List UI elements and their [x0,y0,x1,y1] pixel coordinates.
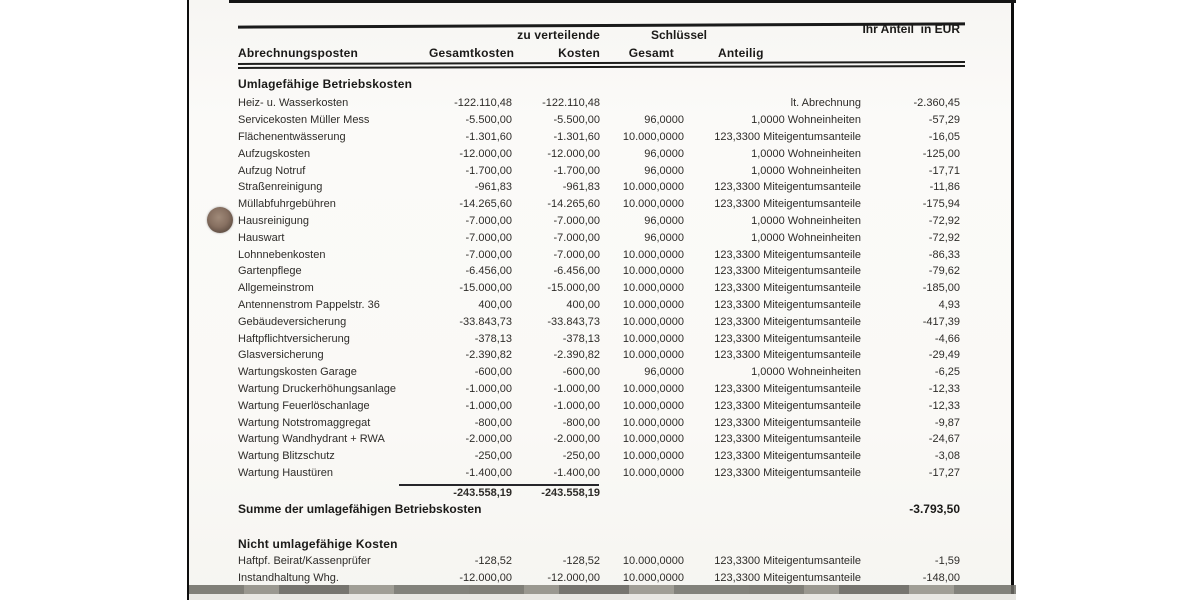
row-gesamtkosten: -1.301,60 [465,130,512,143]
table-row [238,229,965,246]
row-kosten: -6.456,00 [553,265,600,278]
row-anteil-eur: -9,87 [934,416,960,429]
row-schluessel-gesamt: 10.000,0000 [622,433,684,446]
row-label: Instandhaltung Whg. [238,572,339,585]
scan-edge-artifact [229,0,1016,3]
row-label: Aufzugskosten [238,147,311,160]
row-schluessel-anteilig: lt. Abrechnung [790,97,861,110]
subtotal-row [238,487,965,499]
row-schluessel-gesamt: 10.000,0000 [622,181,684,194]
row-anteil-eur: -11,86 [929,181,960,194]
row-label: Wartung Haustüren [238,466,333,479]
row-kosten: -122.110,48 [542,97,600,110]
row-schluessel-anteilig: 123,3300 Miteigentumsanteile [714,130,861,143]
row-schluessel-anteilig: 123,3300 Miteigentumsanteile [714,450,861,463]
row-schluessel-anteilig: 123,3300 Miteigentumsanteile [714,265,861,278]
table-row [238,364,965,381]
row-kosten: -12.000,00 [547,147,600,160]
row-gesamtkosten: -378,13 [474,332,512,345]
table-row [238,397,965,414]
row-kosten: -12.000,00 [547,572,600,585]
section-title-nicht-umlagefaehig: Nicht umlagefähige Kosten [238,537,398,551]
scan-bottom-margin [189,594,1016,600]
row-gesamtkosten: 400,00 [478,298,512,311]
table-row [238,414,965,431]
row-gesamtkosten: -7.000,00 [465,248,512,261]
row-label: Wartung Blitzschutz [238,450,335,463]
header-gesamtkosten: Gesamtkosten [429,46,515,60]
row-schluessel-anteilig: 123,3300 Miteigentumsanteile [714,298,861,311]
row-schluessel-anteilig: 123,3300 Miteigentumsanteile [714,181,861,194]
table-row [238,280,965,297]
summe-row [238,502,960,516]
row-anteil-eur: -417,39 [922,315,960,328]
row-label: Wartung Feuerlöschanlage [238,399,370,412]
row-gesamtkosten: -1.000,00 [465,399,512,412]
row-anteil-eur: -4,66 [934,332,960,345]
row-gesamtkosten: -7.000,00 [465,214,512,227]
row-kosten: -15.000,00 [547,282,600,295]
table-row [238,431,965,448]
scanner-shadow-strip [189,585,1016,594]
row-schluessel-gesamt: 10.000,0000 [622,315,684,328]
row-schluessel-anteilig: 123,3300 Miteigentumsanteile [714,349,861,362]
row-kosten: -961,83 [562,181,600,194]
row-schluessel-gesamt: 96,0000 [644,214,684,227]
row-anteil-eur: -175,94 [922,198,960,211]
table-row [238,448,965,465]
table-row [238,145,965,162]
row-gesamtkosten: -12.000,00 [459,572,512,585]
row-schluessel-anteilig: 123,3300 Miteigentumsanteile [714,332,861,345]
row-anteil-eur: -79,62 [928,265,960,278]
row-kosten: -800,00 [562,416,600,429]
row-schluessel-gesamt: 96,0000 [644,164,684,177]
table-row [238,263,965,280]
row-schluessel-gesamt: 10.000,0000 [622,198,684,211]
row-label: Gartenpflege [238,265,302,278]
row-gesamtkosten: -250,00 [474,450,512,463]
punch-hole [207,207,233,233]
row-kosten: -2.000,00 [553,433,600,446]
row-schluessel-gesamt: 10.000,0000 [622,382,684,395]
row-schluessel-anteilig: 1,0000 Wohneinheiten [751,164,861,177]
row-label: Servicekosten Müller Mess [238,114,370,127]
row-kosten: -1.000,00 [553,382,600,395]
summe-label: Summe der umlagefähigen Betriebskosten [238,502,482,516]
row-anteil-eur: 4,93 [938,298,960,311]
row-kosten: -600,00 [562,366,600,379]
row-gesamtkosten: -1.700,00 [465,164,512,177]
row-schluessel-gesamt: 10.000,0000 [622,416,684,429]
row-anteil-eur: -86,33 [928,248,960,261]
row-gesamtkosten: -15.000,00 [459,282,512,295]
row-schluessel-anteilig: 1,0000 Wohneinheiten [751,366,861,379]
row-schluessel-gesamt: 10.000,0000 [622,466,684,479]
table-row [238,313,965,330]
row-label: Antennenstrom Pappelstr. 36 [238,298,380,311]
row-kosten: -7.000,00 [553,248,600,261]
table-row [238,162,965,179]
row-gesamtkosten: -128,52 [474,555,512,568]
row-schluessel-anteilig: 1,0000 Wohneinheiten [751,147,861,160]
row-kosten: -2.390,82 [553,349,600,362]
row-anteil-eur: -57,29 [928,114,960,127]
row-anteil-eur: -12,33 [928,399,960,412]
row-gesamtkosten: -14.265,60 [459,198,512,211]
row-kosten: -250,00 [562,450,600,463]
table-row [238,213,965,230]
table-row [238,246,965,263]
table-row [238,129,965,146]
row-gesamtkosten: -800,00 [474,416,512,429]
row-schluessel-anteilig: 1,0000 Wohneinheiten [751,114,861,127]
table-row [238,297,965,314]
row-gesamtkosten: -2.390,82 [465,349,512,362]
row-kosten: -378,13 [562,332,600,345]
row-gesamtkosten: -600,00 [474,366,512,379]
row-schluessel-gesamt: 10.000,0000 [622,399,684,412]
row-kosten: -7.000,00 [553,214,600,227]
table-row [238,381,965,398]
row-gesamtkosten: -6.456,00 [465,265,512,278]
header-anteilig: Anteilig [718,46,764,60]
subtotal-gesamtkosten: -243.558,19 [453,487,512,499]
row-schluessel-gesamt: 10.000,0000 [622,349,684,362]
row-label: Wartungskosten Garage [238,366,357,379]
row-label: Aufzug Notruf [238,164,306,177]
row-kosten: -1.400,00 [553,466,600,479]
table-row [238,330,965,347]
table-row [238,465,965,482]
table-row [238,553,965,570]
row-schluessel-gesamt: 10.000,0000 [622,332,684,345]
row-label: Lohnnebenkosten [238,248,326,261]
row-label: Flächenentwässerung [238,130,346,143]
section-title-umlagefaehig: Umlagefähige Betriebskosten [238,77,413,91]
row-anteil-eur: -2.360,45 [913,97,960,110]
table-row [238,95,965,112]
header-abrechnungsposten: Abrechnungsposten [238,46,359,60]
row-kosten: -5.500,00 [553,114,600,127]
row-schluessel-anteilig: 123,3300 Miteigentumsanteile [714,555,861,568]
summe-value: -3.793,50 [909,502,960,516]
header-gesamt: Gesamt [628,46,674,60]
row-label: Heiz- u. Wasserkosten [238,97,349,110]
row-anteil-eur: -3,08 [934,450,960,463]
row-schluessel-gesamt: 96,0000 [644,147,684,160]
row-schluessel-gesamt: 10.000,0000 [622,555,684,568]
row-schluessel-gesamt: 96,0000 [644,366,684,379]
row-schluessel-gesamt: 10.000,0000 [622,248,684,261]
row-schluessel-gesamt: 96,0000 [644,231,684,244]
header-kosten: Kosten [558,46,600,60]
row-kosten: 400,00 [566,298,600,311]
row-label: Glasversicherung [238,349,324,362]
row-label: Wartung Wandhydrant + RWA [238,433,385,446]
subtotal-kosten: -243.558,19 [541,487,600,499]
row-schluessel-anteilig: 1,0000 Wohneinheiten [751,231,861,244]
row-schluessel-anteilig: 123,3300 Miteigentumsanteile [714,248,861,261]
row-gesamtkosten: -5.500,00 [465,114,512,127]
row-gesamtkosten: -1.400,00 [465,466,512,479]
row-schluessel-gesamt: 10.000,0000 [622,130,684,143]
row-anteil-eur: -16,05 [928,130,960,143]
row-kosten: -1.301,60 [553,130,600,143]
row-schluessel-gesamt: 10.000,0000 [622,450,684,463]
row-label: Hauswart [238,231,285,244]
row-kosten: -7.000,00 [553,231,600,244]
row-label: Wartung Druckerhöhungsanlage [238,382,396,395]
row-schluessel-anteilig: 123,3300 Miteigentumsanteile [714,198,861,211]
row-anteil-eur: -125,00 [922,147,960,160]
header-double-rule [238,61,965,69]
row-anteil-eur: -17,71 [928,164,960,177]
row-label: Haftpf. Beirat/Kassenprüfer [238,555,371,568]
header-ihr-anteil: Ihr Anteil in EUR [862,22,960,36]
row-label: Hausreinigung [238,214,309,227]
row-schluessel-anteilig: 123,3300 Miteigentumsanteile [714,282,861,295]
row-gesamtkosten: -961,83 [474,181,512,194]
row-schluessel-anteilig: 123,3300 Miteigentumsanteile [714,433,861,446]
row-anteil-eur: -148,00 [922,572,960,585]
row-schluessel-anteilig: 123,3300 Miteigentumsanteile [714,416,861,429]
header-schluessel: Schlüssel [650,28,708,42]
header-zu-verteilende: zu verteilende [517,28,600,42]
row-anteil-eur: -1,59 [934,555,960,568]
row-kosten: -33.843,73 [547,315,600,328]
row-kosten: -1.700,00 [553,164,600,177]
row-gesamtkosten: -122.110,48 [454,97,512,110]
row-schluessel-gesamt: 10.000,0000 [622,572,684,585]
scanned-page [187,0,1014,600]
row-schluessel-gesamt: 10.000,0000 [622,265,684,278]
row-gesamtkosten: -33.843,73 [459,315,512,328]
row-anteil-eur: -72,92 [928,231,960,244]
row-schluessel-anteilig: 123,3300 Miteigentumsanteile [714,399,861,412]
row-gesamtkosten: -2.000,00 [465,433,512,446]
row-schluessel-anteilig: 1,0000 Wohneinheiten [751,214,861,227]
row-anteil-eur: -6,25 [934,366,960,379]
row-kosten: -128,52 [562,555,600,568]
row-gesamtkosten: -1.000,00 [465,382,512,395]
row-schluessel-anteilig: 123,3300 Miteigentumsanteile [714,466,861,479]
row-label: Müllabfuhrgebühren [238,198,336,211]
table-row [238,112,965,129]
row-anteil-eur: -29,49 [928,349,960,362]
row-label: Haftpflichtversicherung [238,332,350,345]
table-row [238,179,965,196]
subtotal-overline [399,484,599,486]
row-anteil-eur: -12,33 [928,382,960,395]
row-gesamtkosten: -7.000,00 [465,231,512,244]
table-row [238,347,965,364]
row-schluessel-gesamt: 10.000,0000 [622,298,684,311]
row-schluessel-gesamt: 96,0000 [644,114,684,127]
cost-table-nicht-umlagefaehig [238,553,965,587]
row-kosten: -1.000,00 [553,399,600,412]
row-schluessel-anteilig: 123,3300 Miteigentumsanteile [714,572,861,585]
cost-table-umlagefaehig [238,95,965,481]
row-gesamtkosten: -12.000,00 [459,147,512,160]
table-header-columns [238,46,965,60]
row-anteil-eur: -24,67 [928,433,960,446]
row-anteil-eur: -17,27 [928,466,960,479]
row-label: Wartung Notstromaggregat [238,416,371,429]
row-anteil-eur: -72,92 [928,214,960,227]
row-kosten: -14.265,60 [547,198,600,211]
row-schluessel-anteilig: 123,3300 Miteigentumsanteile [714,315,861,328]
row-label: Straßenreinigung [238,181,323,194]
row-anteil-eur: -185,00 [922,282,960,295]
row-label: Allgemeinstrom [238,282,314,295]
row-schluessel-gesamt: 10.000,0000 [622,282,684,295]
table-row [238,196,965,213]
row-schluessel-anteilig: 123,3300 Miteigentumsanteile [714,382,861,395]
row-label: Gebäudeversicherung [238,315,347,328]
